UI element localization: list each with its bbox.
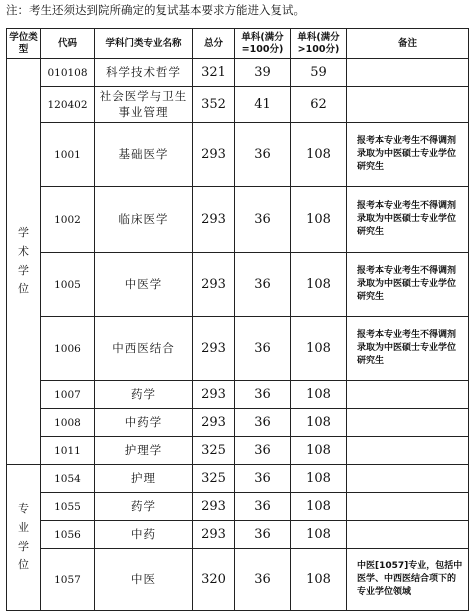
cell-total: 293 [193, 381, 235, 409]
cell-code: 1056 [41, 521, 95, 549]
cell-single-100: 39 [235, 59, 291, 87]
group-professional [7, 465, 41, 611]
cell-code: 1054 [41, 465, 95, 493]
cell-single-100: 36 [235, 549, 291, 611]
cell-subject: 中药 [95, 521, 193, 549]
header-single-over-100: 单科(满分>100分) [291, 29, 347, 59]
table-row [7, 409, 469, 437]
cell-single-over-100: 108 [291, 123, 347, 187]
cell-code: 120402 [41, 87, 95, 123]
cell-code: 1006 [41, 317, 95, 381]
cell-remark [347, 409, 469, 437]
cell-single-100: 36 [235, 409, 291, 437]
cell-single-over-100: 108 [291, 253, 347, 317]
cell-remark: 报考本专业考生不得调剂录取为中医硕士专业学位研究生 [347, 253, 469, 317]
cell-subject: 护理学 [95, 437, 193, 465]
table-row [7, 381, 469, 409]
cell-code: 1001 [41, 123, 95, 187]
cell-subject: 基础医学 [95, 123, 193, 187]
cell-remark [347, 381, 469, 409]
cell-single-100: 36 [235, 465, 291, 493]
cell-single-over-100: 108 [291, 409, 347, 437]
header-single-100: 单科(满分=100分) [235, 29, 291, 59]
table-row [7, 549, 469, 611]
cell-code: 1055 [41, 493, 95, 521]
header-total: 总分 [193, 29, 235, 59]
header-code: 代码 [41, 29, 95, 59]
cell-single-100: 36 [235, 493, 291, 521]
cell-remark: 报考本专业考生不得调剂录取为中医硕士专业学位研究生 [347, 123, 469, 187]
cell-remark: 报考本专业考生不得调剂录取为中医硕士专业学位研究生 [347, 187, 469, 253]
table-row [7, 493, 469, 521]
cell-single-over-100: 108 [291, 465, 347, 493]
header-remark: 备注 [347, 29, 469, 59]
cell-single-100: 36 [235, 381, 291, 409]
cell-code: 1057 [41, 549, 95, 611]
table-row [7, 187, 469, 253]
cell-single-over-100: 108 [291, 317, 347, 381]
requirements-table [6, 28, 469, 611]
cell-single-over-100: 108 [291, 493, 347, 521]
header-subject: 学科门类专业名称 [95, 29, 193, 59]
cell-single-100: 36 [235, 437, 291, 465]
cell-subject: 中医学 [95, 253, 193, 317]
cell-code: 1002 [41, 187, 95, 253]
cell-total: 293 [193, 253, 235, 317]
cell-single-over-100: 108 [291, 521, 347, 549]
cell-total: 293 [193, 493, 235, 521]
cell-subject: 中药学 [95, 409, 193, 437]
cell-code: 010108 [41, 59, 95, 87]
cell-code: 1005 [41, 253, 95, 317]
cell-subject: 药学 [95, 493, 193, 521]
cell-subject: 科学技术哲学 [95, 59, 193, 87]
cell-single-100: 41 [235, 87, 291, 123]
table-row [7, 317, 469, 381]
cell-remark [347, 493, 469, 521]
table-row [7, 59, 469, 87]
cell-total: 352 [193, 87, 235, 123]
cell-remark [347, 59, 469, 87]
cell-single-over-100: 62 [291, 87, 347, 123]
table-row [7, 253, 469, 317]
cell-single-over-100: 59 [291, 59, 347, 87]
cell-total: 293 [193, 409, 235, 437]
cell-single-100: 36 [235, 187, 291, 253]
cell-subject: 药学 [95, 381, 193, 409]
cell-remark [347, 521, 469, 549]
cell-total: 325 [193, 465, 235, 493]
cell-subject: 社会医学与卫生事业管理 [95, 87, 193, 123]
cell-code: 1008 [41, 409, 95, 437]
group-academic [7, 59, 41, 465]
header-type: 学位类型 [7, 29, 41, 59]
cell-remark: 中医[1057]专业，包括中医学、中西医结合项下的专业学位领域 [347, 549, 469, 611]
cell-single-over-100: 108 [291, 549, 347, 611]
cell-total: 293 [193, 123, 235, 187]
cell-total: 293 [193, 187, 235, 253]
table-row [7, 123, 469, 187]
cell-total: 321 [193, 59, 235, 87]
cell-remark [347, 437, 469, 465]
table-row [7, 87, 469, 123]
header-row [7, 29, 469, 59]
group-professional-label: 专业学位 [18, 502, 29, 572]
cell-single-100: 36 [235, 123, 291, 187]
cell-subject: 中西医结合 [95, 317, 193, 381]
table-row [7, 465, 469, 493]
cell-single-over-100: 108 [291, 381, 347, 409]
cell-subject: 中医 [95, 549, 193, 611]
cell-single-over-100: 108 [291, 187, 347, 253]
page-note: 注：考生还须达到院所确定的复试基本要求方能进入复试。 [6, 3, 305, 17]
cell-single-100: 36 [235, 521, 291, 549]
cell-single-over-100: 108 [291, 437, 347, 465]
cell-remark [347, 87, 469, 123]
cell-code: 1011 [41, 437, 95, 465]
cell-total: 320 [193, 549, 235, 611]
cell-single-100: 36 [235, 253, 291, 317]
table-row [7, 437, 469, 465]
cell-single-100: 36 [235, 317, 291, 381]
table-row [7, 521, 469, 549]
cell-subject: 临床医学 [95, 187, 193, 253]
cell-total: 293 [193, 317, 235, 381]
group-academic-label: 学术学位 [18, 226, 29, 296]
cell-remark [347, 465, 469, 493]
cell-total: 325 [193, 437, 235, 465]
cell-code: 1007 [41, 381, 95, 409]
cell-total: 293 [193, 521, 235, 549]
cell-remark: 报考本专业考生不得调剂录取为中医硕士专业学位研究生 [347, 317, 469, 381]
cell-subject: 护理 [95, 465, 193, 493]
